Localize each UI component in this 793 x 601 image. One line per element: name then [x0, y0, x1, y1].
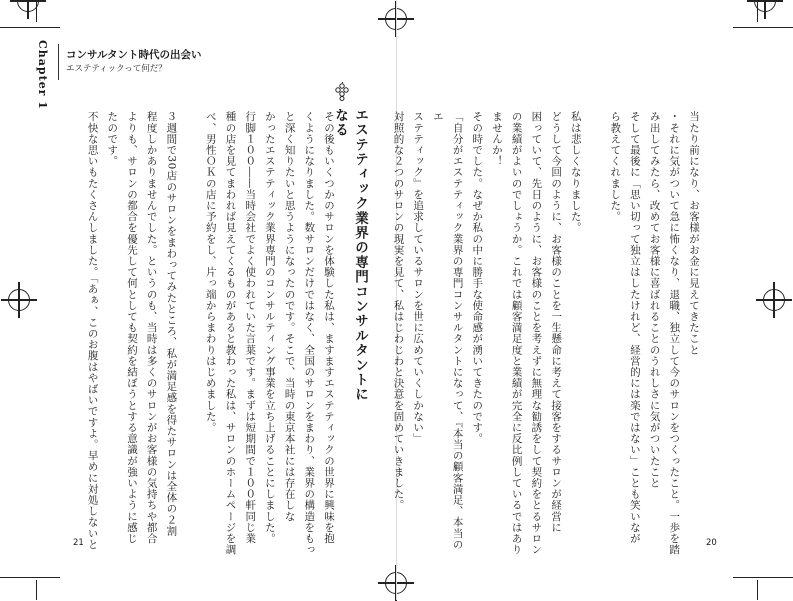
- running-subtitle: エステティックって何だ？: [66, 64, 167, 74]
- right-page: [392, 0, 793, 600]
- grape-ornament-icon: [332, 82, 352, 102]
- running-head-rule: [58, 44, 59, 80]
- body-text: その後もいくつかのサロンを体験した私は、ますますエステティックの世界に興味を抱 くようになりました。数サロンだけではなく、全国のサロンをまわり、業界の構造をもっ と深く知りたいと思うようになったのです。そこで、当時の東京本社には存在しな かったエステティック業界専門のコンサルティング事業を立ち上げることにしました。 行脚１００――当時会社でよく使われていた言葉です。まずは短期間で１００軒同じ業 種の店を見てまわれば見えてくるものがあると教わった私は、サロンのホームページを調 べ、男性ＯＫの店に予約をし、片っ端からまわりはじめました。 ３週間で30店のサロンをまわってみたところ、私が満足感を得たサロンは全体の２割 程度しかありませんでした。というのも、当時は多くのサロンがお客様の気持ちや都合 よりも、サロンの都合を優先して何としても契約を結ぼうとする意識が強いように感じ たのです。 不快な思いもたくさんしました。「あぁ、このお腹はやばいですよ。早めに対処しないと: [86, 111, 335, 555]
- running-title: コンサルタント時代の出会い: [66, 49, 202, 61]
- body-text: 当たり前になり、お客様がお金に見えてきたこと ・それに気がついて急に怖くなり、退職、独立して今のサロンをつくったこと。一歩を踏 み出してみたら、改めてお客様に喜ばれることのうれしさに気がついたこと そして最後に「思い切って独立はしたけれど、経営的には楽ではない」ことも笑いなが ら教えてくれました。 私は悲しくなりました。 どうして今回のように、お客様のことを一生懸命に考えて接客をするサロンが経営に 困っていて、先日のように、お客様のことを考えずに無理な勧誘をして契約をとるサロン の業績がよいのでしょうか。これでは顧客満足度と業績が完全に反比例しているではあり ませんか！ その時でした。なぜか私の中に勝手な使命感が湧いてきたのです。 「自分がエステティック業界の専門コンサルタントになって、『本当の顧客満足、本当のエ ステティック』を追求しているサロンを世に広めていくしかない」 対照的な２つのサロンの現実を見て、私はじわじわと決意を固めていきました。: [392, 111, 700, 555]
- section-heading: エステティック業界の専門コンサルタントになる: [332, 108, 368, 402]
- left-page: [0, 0, 396, 600]
- page-number: 21: [73, 538, 84, 548]
- chapter-label: Chapter 1: [36, 40, 49, 110]
- page-number: 20: [706, 538, 717, 548]
